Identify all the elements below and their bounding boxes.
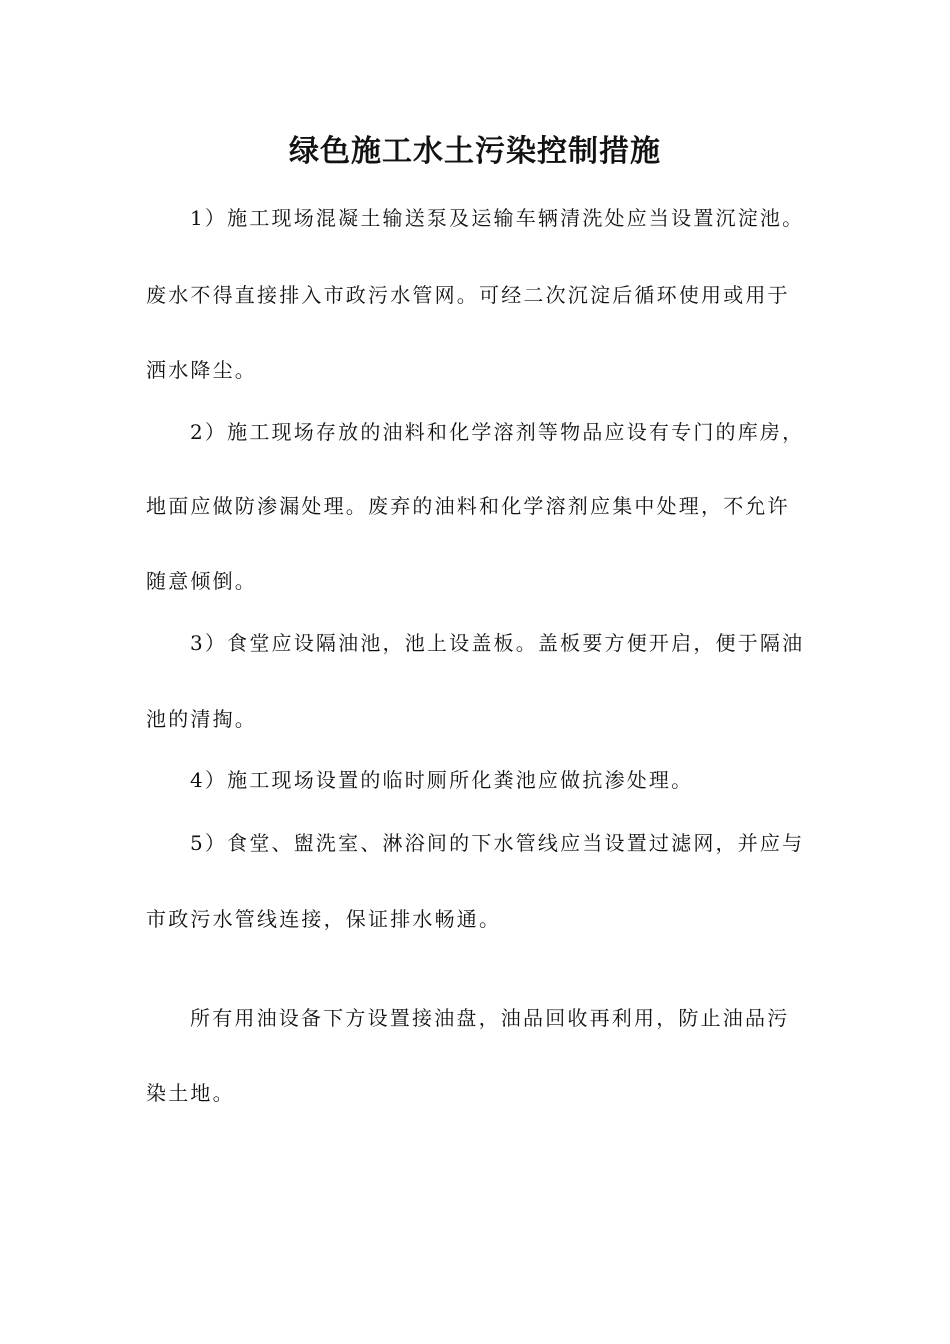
paragraph-3-line-2: 池的清掏。	[146, 707, 257, 731]
paragraph-3-line-1: 3）食堂应设隔油池，池上设盖板。盖板要方便开启，便于隔油	[190, 631, 805, 655]
paragraph-5-line-1: 5）食堂、盥洗室、淋浴间的下水管线应当设置过滤网，并应与	[190, 831, 805, 855]
paragraph-4-line-1: 4）施工现场设置的临时厕所化粪池应做抗渗处理。	[190, 768, 694, 792]
paragraph-2-line-2: 地面应做防渗漏处理。废弃的油料和化学溶剂应集中处理，不允许	[146, 494, 790, 518]
paragraph-6-line-2: 染土地。	[146, 1081, 235, 1105]
document-title: 绿色施工水土污染控制措施	[289, 134, 661, 169]
paragraph-5-line-2: 市政污水管线连接，保证排水畅通。	[146, 907, 502, 931]
paragraph-2-line-3: 随意倾倒。	[146, 569, 257, 593]
paragraph-6-line-1: 所有用油设备下方设置接油盘，油品回收再利用，防止油品污	[190, 1006, 790, 1030]
paragraph-1-line-3: 洒水降尘。	[146, 358, 257, 382]
paragraph-1-line-2: 废水不得直接排入市政污水管网。可经二次沉淀后循环使用或用于	[146, 283, 790, 307]
paragraph-1-line-1: 1）施工现场混凝土输送泵及运输车辆清洗处应当设置沉淀池。	[190, 206, 805, 230]
paragraph-2-line-1: 2）施工现场存放的油料和化学溶剂等物品应设有专门的库房，	[190, 420, 805, 444]
